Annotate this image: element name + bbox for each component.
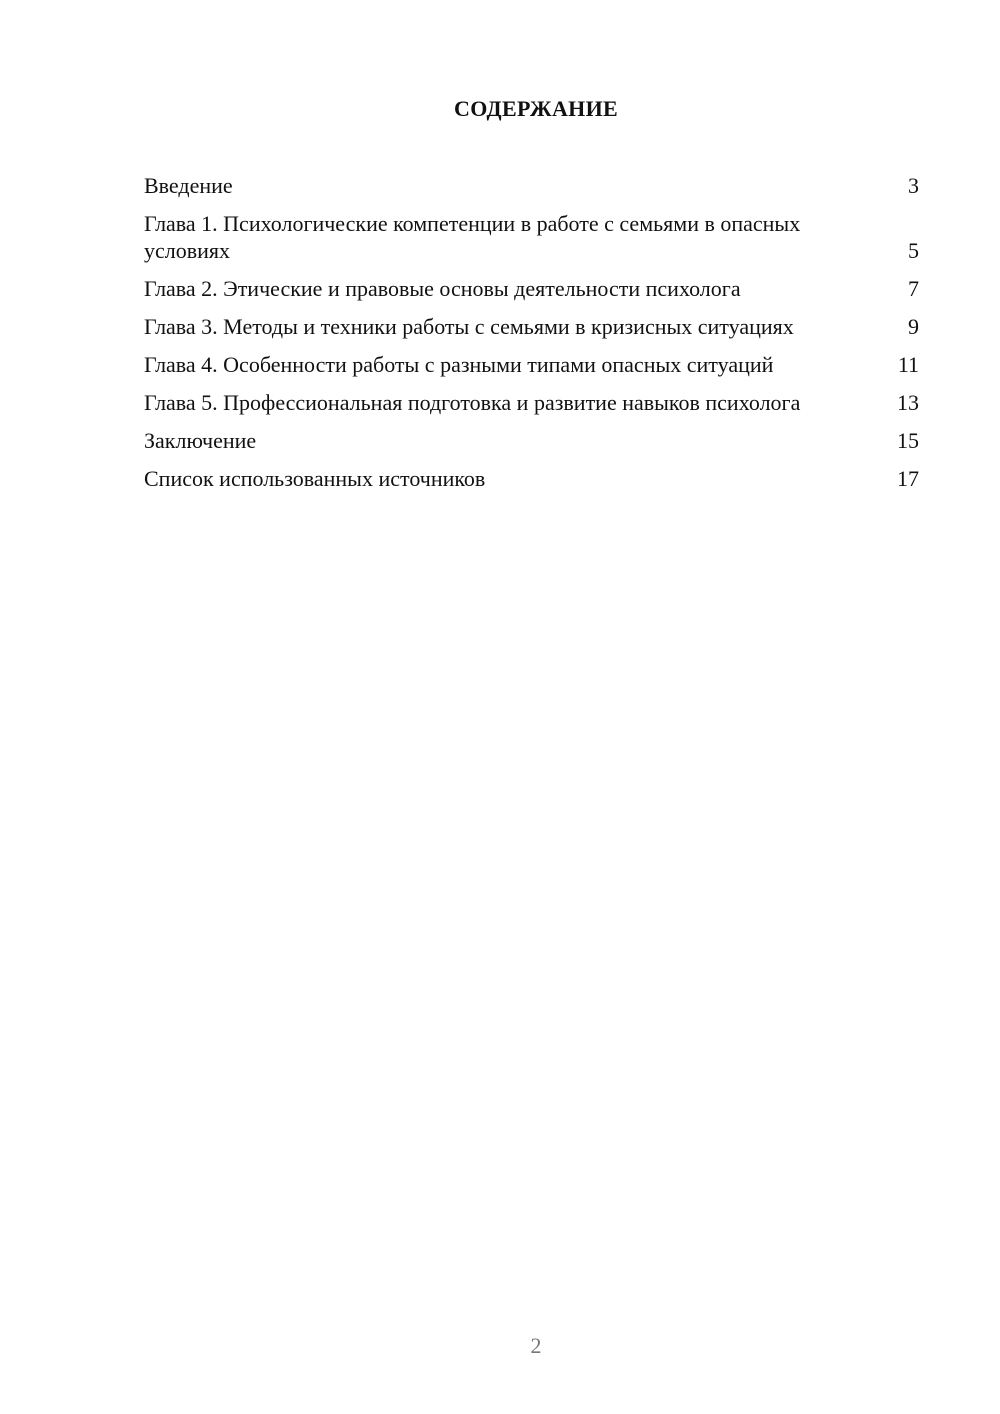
toc-entry-page: 13 [897, 390, 919, 415]
toc-entry [144, 465, 919, 492]
toc-entry [144, 275, 919, 302]
table-of-contents [144, 172, 919, 503]
page-title: СОДЕРЖАНИЕ [454, 96, 618, 121]
toc-entry-text: Глава 1. Психологические компетенции в работе с семьями в опасных условиях [144, 211, 801, 263]
toc-entry-page: 17 [897, 466, 919, 491]
toc-entry [144, 427, 919, 454]
toc-entry [144, 351, 919, 378]
toc-entry-page: 5 [908, 238, 919, 263]
toc-entry-text: Введение [144, 173, 233, 198]
toc-entry-text: Глава 5. Профессиональная подготовка и развитие навыков психолога [144, 390, 801, 415]
toc-entry-text: Глава 4. Особенности работы с разными типами опасных ситуаций [144, 352, 774, 377]
toc-entry [144, 210, 919, 264]
toc-entry-page: 7 [908, 276, 919, 301]
page-number: 2 [530, 1333, 542, 1358]
toc-entry [144, 389, 919, 416]
toc-entry-text: Глава 3. Методы и техники работы с семьями в кризисных ситуациях [144, 314, 794, 339]
toc-entry [144, 313, 919, 340]
toc-entry [144, 172, 919, 199]
toc-entry-text: Список использованных источников [144, 466, 486, 491]
toc-entry-page: 3 [908, 173, 919, 198]
toc-entry-text: Глава 2. Этические и правовые основы деятельности психолога [144, 276, 741, 301]
toc-entry-page: 15 [897, 428, 919, 453]
toc-entry-text: Заключение [144, 428, 257, 453]
toc-entry-page: 9 [908, 314, 919, 339]
toc-entry-page: 11 [897, 352, 919, 377]
